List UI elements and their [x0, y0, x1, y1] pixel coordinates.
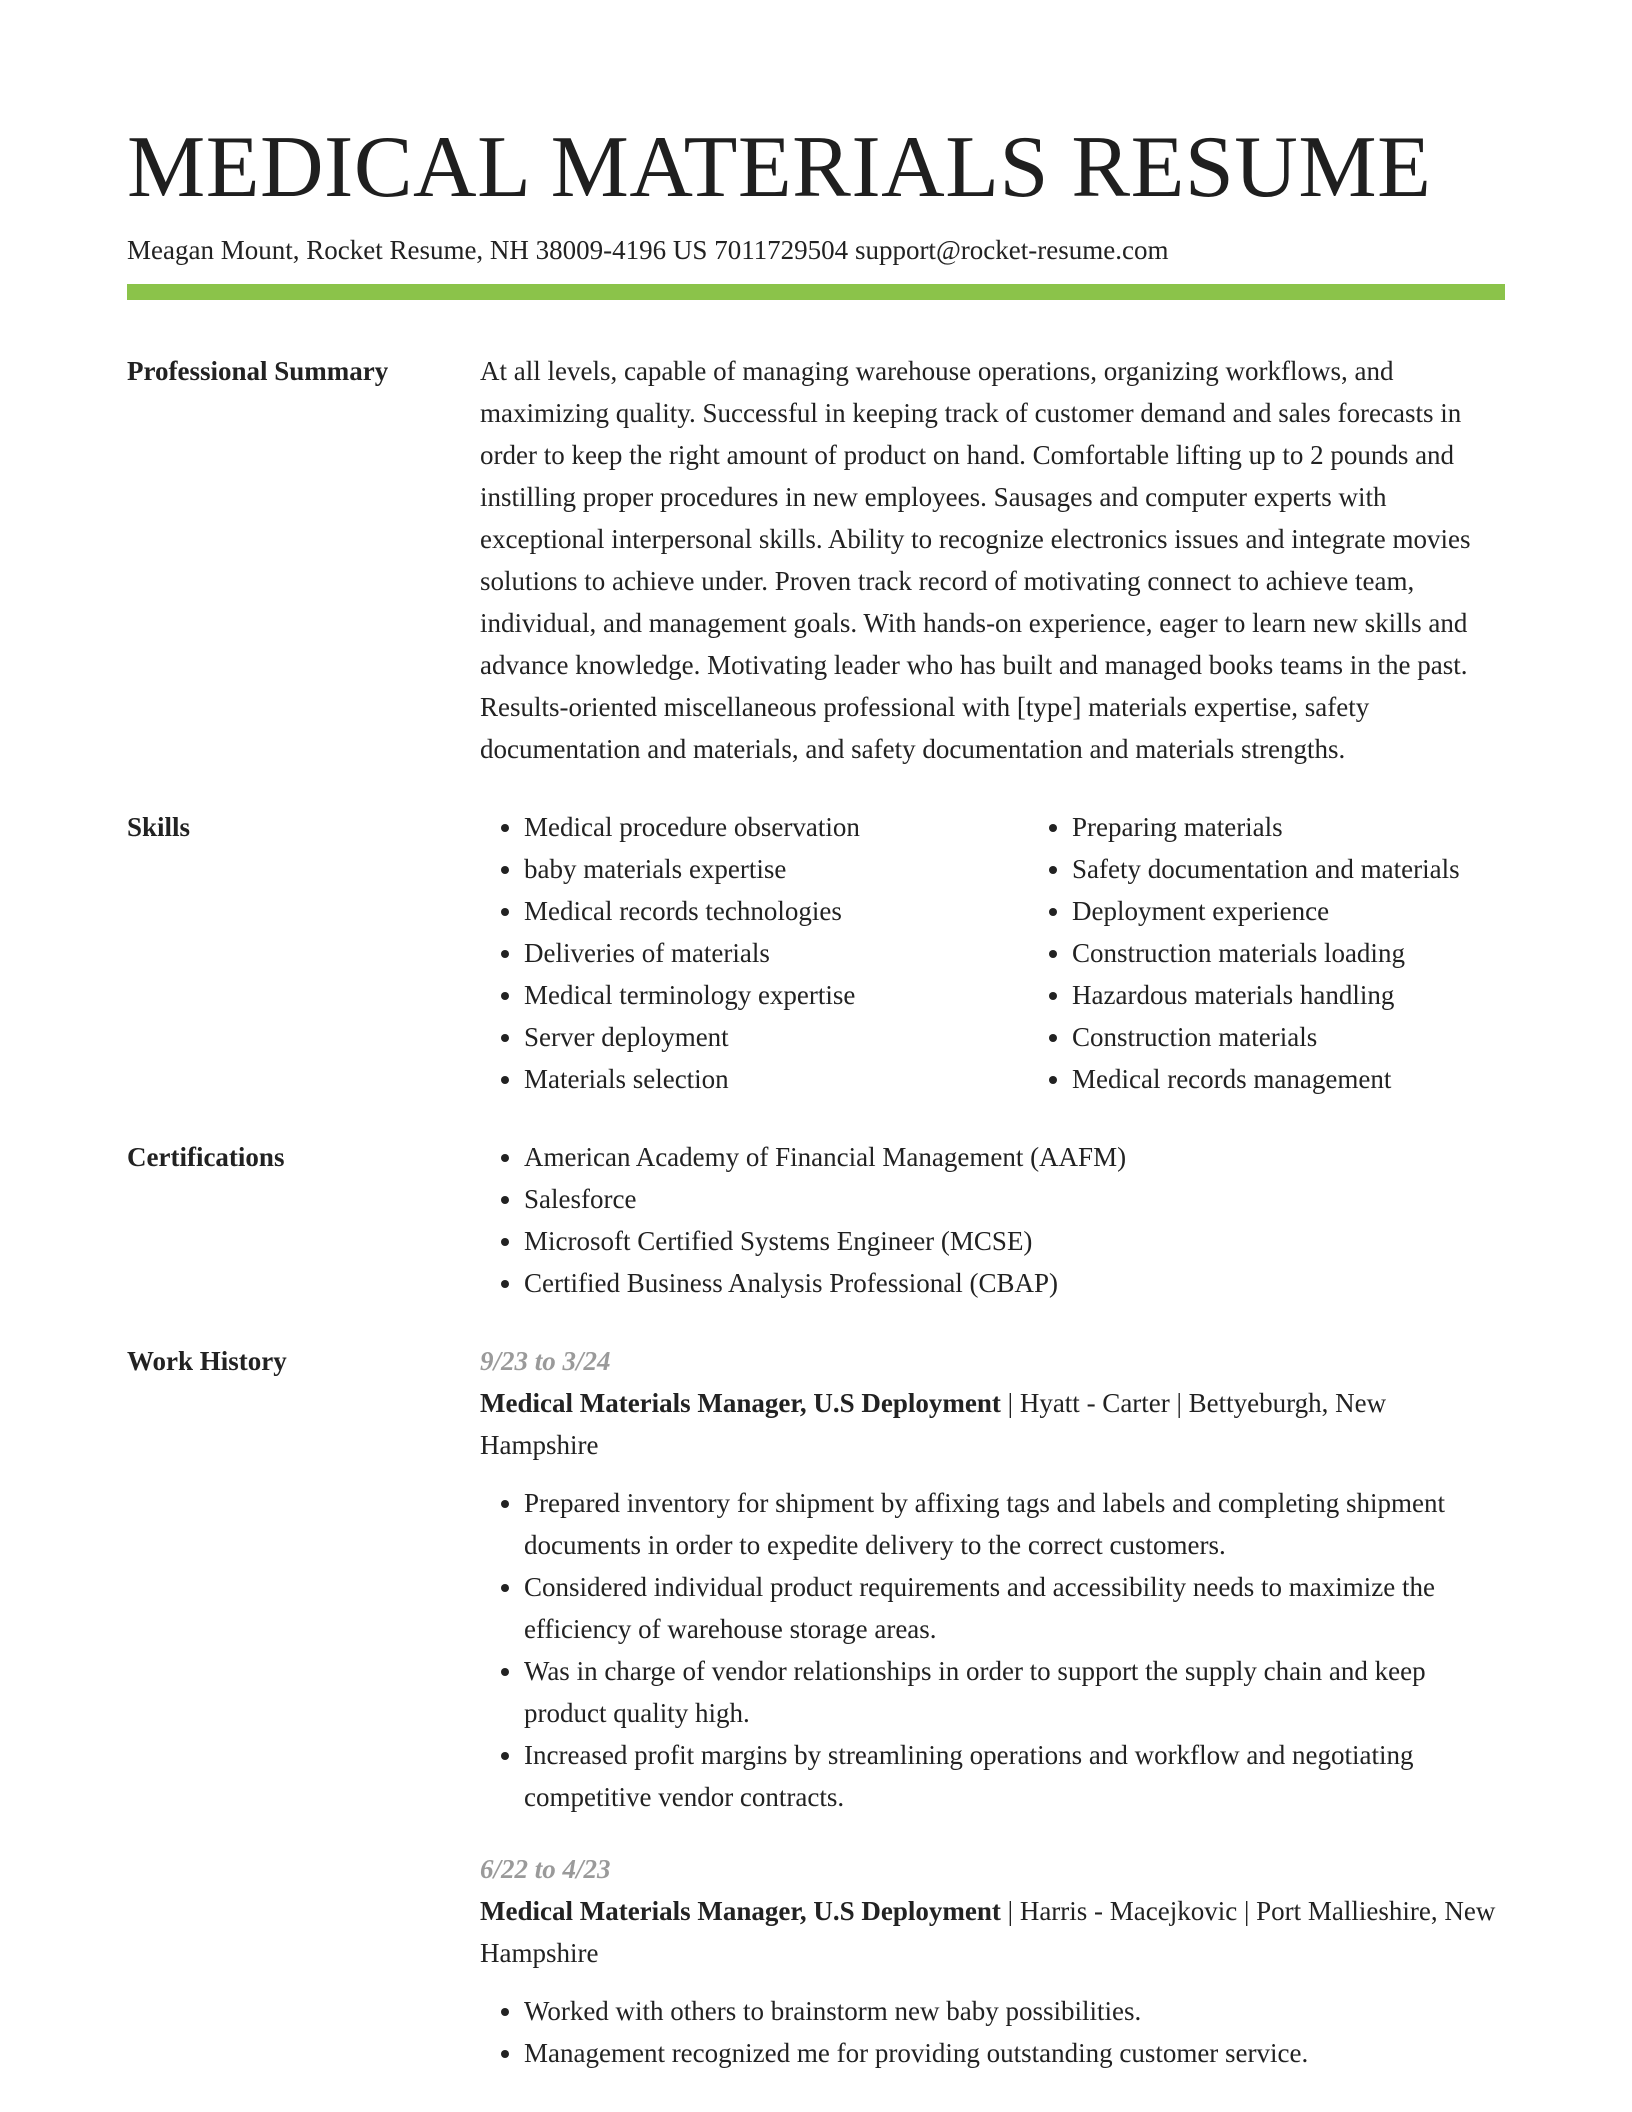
skills-heading: Skills — [127, 812, 191, 842]
skills-list-right — [1028, 806, 1460, 1100]
job-dates: 9/23 to 3/24 — [480, 1346, 611, 1376]
skill-item: • Hazardous materials handling — [1072, 974, 1460, 1016]
job-heading — [480, 1890, 1505, 1974]
job-entry — [480, 1848, 1505, 2074]
skill-item: • Medical records technologies — [524, 890, 1028, 932]
job-bullet: • Considered individual product requirements and accessibility needs to maximize the efficiency of warehouse storage areas. — [524, 1566, 1505, 1650]
job-details: | Harris - Macejkovic | Port Mallieshire, New Hampshire — [480, 1896, 1496, 1968]
contact-line — [127, 232, 1505, 268]
job-bullet: • Worked with others to brainstorm new baby possibilities. — [524, 1990, 1505, 2032]
skill-item: • Server deployment — [524, 1016, 1028, 1058]
job-bullet: • Increased profit margins by streamlining operations and workflow and negotiating competitive vendor contracts. — [524, 1734, 1505, 1818]
job-bullets — [480, 1990, 1505, 2074]
skill-item: • Medical procedure observation — [524, 806, 1028, 848]
job-details: | Hyatt - Carter | Bettyeburgh, New Hampshire — [480, 1388, 1387, 1460]
job-bullet: • Prepared inventory for shipment by affixing tags and labels and completing shipment documents in order to expedite delivery to the correct customers. — [524, 1482, 1505, 1566]
certifications-section — [127, 1136, 1505, 1304]
skill-item: • Construction materials loading — [1072, 932, 1460, 974]
skill-item: • Medical records management — [1072, 1058, 1460, 1100]
job-title: Medical Materials Manager, U.S Deployment — [480, 1896, 1001, 1926]
work-history-heading: Work History — [127, 1346, 287, 1376]
skill-item: • Medical terminology expertise — [524, 974, 1028, 1016]
job-bullets — [480, 1482, 1505, 1818]
job-entry — [480, 1340, 1505, 1818]
skill-item: • Materials selection — [524, 1058, 1028, 1100]
resume-title: MEDICAL MATERIALS RESUME — [127, 119, 1432, 216]
certifications-heading: Certifications — [127, 1142, 285, 1172]
skill-item: • Construction materials — [1072, 1016, 1460, 1058]
skill-item: • Safety documentation and materials — [1072, 848, 1460, 890]
skill-item: • Preparing materials — [1072, 806, 1460, 848]
summary-text: At all levels, capable of managing warehouse operations, organizing workflows, and maximizing quality. Successful in keeping track of customer demand and sales forecasts in order to keep the right amount of product on hand. Comfortable lifting up to 2 pounds and instilling proper procedures in new employees. Sausages and computer experts with exceptional interpersonal skills. Ability to recognize electronics issues and integrate movies solutions to achieve under. Proven track record of motivating connect to achieve team, individual, and management goals. With hands-on experience, eager to learn new skills and advance knowledge. Motivating leader who has built and managed books teams in the past. Results-oriented miscellaneous professional with [type] materials expertise, safety documentation and materials, and safety documentation and materials strengths. — [480, 356, 1471, 764]
job-bullet: • Was in charge of vendor relationships in order to support the supply chain and keep product quality high. — [524, 1650, 1505, 1734]
certifications-list — [480, 1136, 1505, 1304]
contact-phone: 7011729504 — [714, 235, 849, 265]
certification-item: • Microsoft Certified Systems Engineer (MCSE) — [524, 1220, 1505, 1262]
skills-body — [480, 806, 1505, 1100]
job-heading — [480, 1382, 1505, 1466]
job-dates: 6/22 to 4/23 — [480, 1854, 611, 1884]
certification-item: • American Academy of Financial Management (AAFM) — [524, 1136, 1505, 1178]
summary-body — [480, 350, 1505, 770]
summary-heading: Professional Summary — [127, 356, 389, 386]
header-accent-bar — [127, 284, 1505, 300]
work-history-section — [127, 1340, 1505, 2074]
contact-address: Rocket Resume, NH 38009-4196 US — [306, 235, 708, 265]
contact-name: Meagan Mount, — [127, 235, 300, 265]
skills-section — [127, 806, 1505, 1100]
skill-item: • baby materials expertise — [524, 848, 1028, 890]
skill-item: • Deliveries of materials — [524, 932, 1028, 974]
certification-item: • Salesforce — [524, 1178, 1505, 1220]
contact-email: support@rocket-resume.com — [854, 235, 1169, 265]
certification-item: • Certified Business Analysis Professional (CBAP) — [524, 1262, 1505, 1304]
work-history-body — [480, 1340, 1505, 2074]
job-title: Medical Materials Manager, U.S Deployment — [480, 1388, 1001, 1418]
skill-item: • Deployment experience — [1072, 890, 1460, 932]
summary-section — [127, 350, 1505, 770]
certifications-body — [480, 1136, 1505, 1304]
skills-list-left — [480, 806, 1028, 1100]
job-bullet: • Management recognized me for providing outstanding customer service. — [524, 2032, 1505, 2074]
